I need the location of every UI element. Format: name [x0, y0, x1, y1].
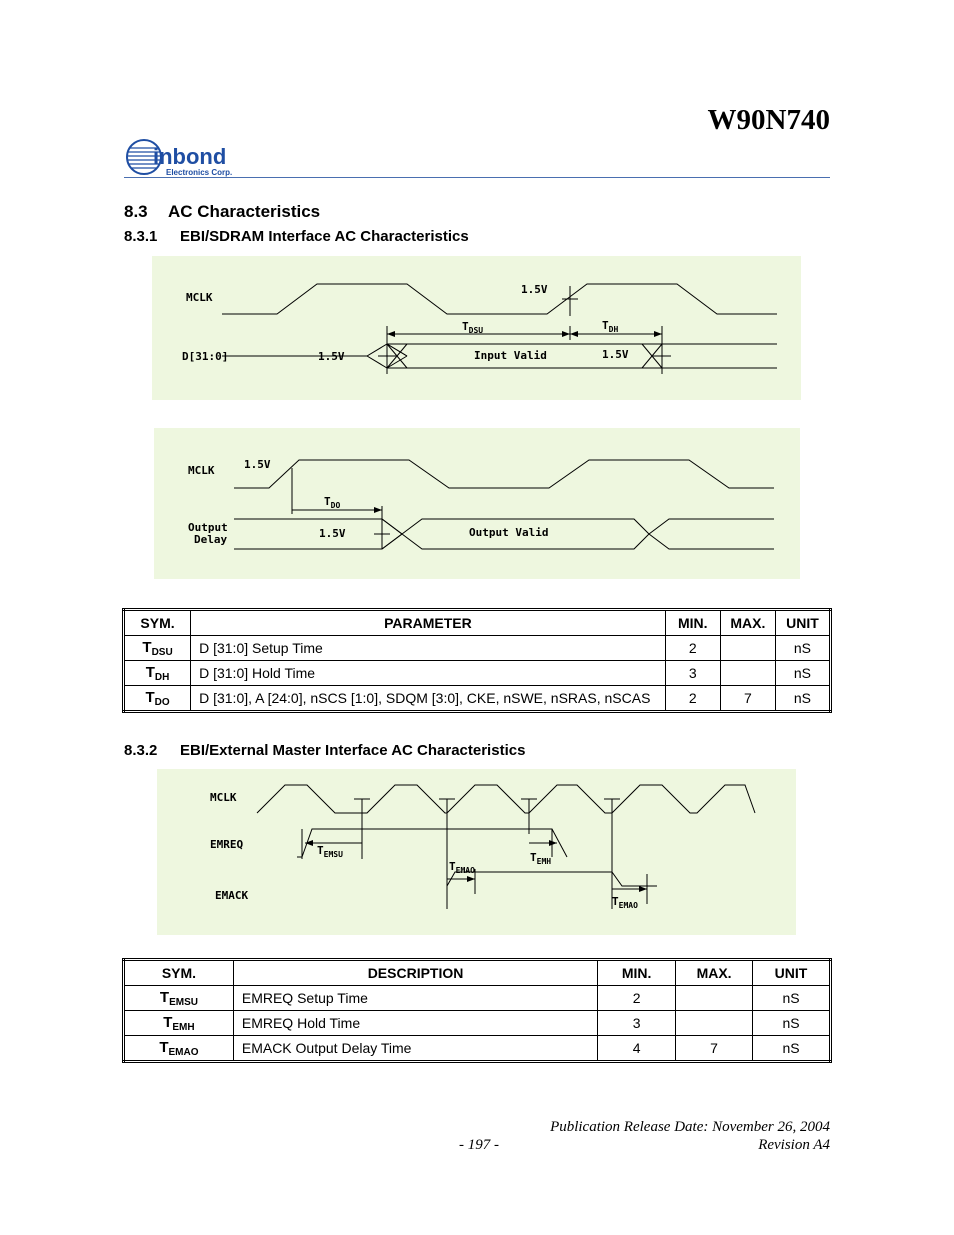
svg-text:inbond: inbond: [153, 144, 227, 169]
svg-text:Electronics Corp.: Electronics Corp.: [166, 168, 233, 177]
unit-cell: nS: [775, 686, 830, 712]
param-cell: EMREQ Hold Time: [233, 1011, 597, 1036]
param-cell: D [31:0] Hold Time: [191, 661, 666, 686]
col-unit: UNIT: [775, 610, 830, 636]
sym-cell: $T_{DH}$: [124, 661, 191, 686]
param-cell: D [31:0], A [24:0], nSCS [1:0], SDQM [3:0], CKE, nSWE, nSRAS, nSCAS: [191, 686, 666, 712]
min-cell: 2: [665, 686, 720, 712]
table-row: [124, 986, 831, 1011]
svg-text:TEMAO: $T_{EMAO}$: [449, 860, 475, 875]
timing-diagram-output-delay: [154, 428, 800, 579]
unit-cell: nS: [753, 986, 831, 1011]
svg-text:EMREQ: EMREQ: [210, 838, 244, 851]
unit-cell: nS: [753, 1036, 831, 1062]
table-row: [124, 1036, 831, 1062]
svg-text:1.5V: 1.5V: [602, 348, 629, 361]
col-unit: UNIT: [753, 960, 831, 986]
revision: Revision A4: [758, 1137, 830, 1153]
min-cell: 3: [598, 1011, 676, 1036]
table-row: [124, 636, 831, 661]
table-row: [124, 1011, 831, 1036]
svg-text:1.5V: 1.5V: [521, 283, 548, 296]
svg-text:TDO: $T_{DO}$: [324, 495, 341, 510]
max-cell: [676, 986, 753, 1011]
document-title: W90N740: [707, 104, 830, 136]
table-row: [124, 661, 831, 686]
section-heading: 8.3 AC Characteristics: [124, 202, 321, 221]
col-max: MAX.: [676, 960, 753, 986]
min-cell: 4: [598, 1036, 676, 1062]
svg-text:EMACK: EMACK: [215, 889, 249, 902]
svg-text:1.5V: 1.5V: [318, 350, 345, 363]
col-min: MIN.: [665, 610, 720, 636]
table-header-row: [124, 960, 831, 986]
svg-text:TDH: $T_{DH}$: [602, 319, 619, 334]
svg-text:Delay: Delay: [194, 533, 228, 546]
sym-cell: $T_{EMH}$: [124, 1011, 234, 1036]
page-number: - 197 -: [459, 1137, 499, 1153]
min-cell: 2: [665, 636, 720, 661]
subsection-heading-1: 8.3.1 EBI/SDRAM Interface AC Characteristics: [124, 228, 469, 245]
svg-text:Input Valid: Input Valid: [474, 349, 547, 362]
param-cell: D [31:0] Setup Time: [191, 636, 666, 661]
svg-text:Output: Output: [188, 521, 228, 534]
unit-cell: nS: [753, 1011, 831, 1036]
unit-cell: nS: [775, 661, 830, 686]
svg-text:1.5V: 1.5V: [244, 458, 271, 471]
col-sym: SYM.: [124, 960, 234, 986]
col-parameter: PARAMETER: [191, 610, 666, 636]
sym-cell: $T_{DSU}$: [124, 636, 191, 661]
publication-date: Publication Release Date: November 26, 2004: [550, 1119, 830, 1135]
param-cell: EMREQ Setup Time: [233, 986, 597, 1011]
svg-text:TDSU: $T_{DSU}$: [462, 320, 484, 335]
svg-text:TEMSU: $T_{EMSU}$: [317, 844, 343, 859]
max-cell: [720, 636, 775, 661]
col-min: MIN.: [598, 960, 676, 986]
min-cell: 3: [665, 661, 720, 686]
svg-text:TEMH: $T_{EMH}$: [530, 851, 552, 866]
max-cell: 7: [720, 686, 775, 712]
col-sym: SYM.: [124, 610, 191, 636]
max-cell: [676, 1011, 753, 1036]
svg-text:MCLK: MCLK: [188, 464, 215, 477]
winbond-logo: [126, 138, 250, 180]
table-header-row: [124, 610, 831, 636]
max-cell: 7: [676, 1036, 753, 1062]
svg-text:1.5V: 1.5V: [319, 527, 346, 540]
timing-diagram-external-master: [157, 769, 796, 935]
svg-text:TEMAO: $T_{EMAO}$: [612, 895, 638, 910]
col-description: DESCRIPTION: [233, 960, 597, 986]
svg-text:MCLK: MCLK: [186, 291, 213, 304]
min-cell: 2: [598, 986, 676, 1011]
sym-cell: $T_{EMAO}$: [124, 1036, 234, 1062]
sym-cell: $T_{EMSU}$: [124, 986, 234, 1011]
svg-text:MCLK: MCLK: [210, 791, 237, 804]
unit-cell: nS: [775, 636, 830, 661]
header-rule: [124, 177, 830, 178]
param-cell: EMACK Output Delay Time: [233, 1036, 597, 1062]
subsection-heading-2: 8.3.2 EBI/External Master Interface AC Characteristics: [124, 742, 526, 759]
external-master-ac-table: [122, 958, 832, 1063]
svg-text:D[31:0]: D[31:0]: [182, 350, 229, 363]
svg-text:Output Valid: Output Valid: [469, 526, 549, 539]
table-row: [124, 686, 831, 712]
sdram-ac-table: [122, 608, 832, 713]
sym-cell: $T_{DO}$: [124, 686, 191, 712]
col-max: MAX.: [720, 610, 775, 636]
timing-diagram-setup-hold: [152, 256, 801, 400]
max-cell: [720, 661, 775, 686]
